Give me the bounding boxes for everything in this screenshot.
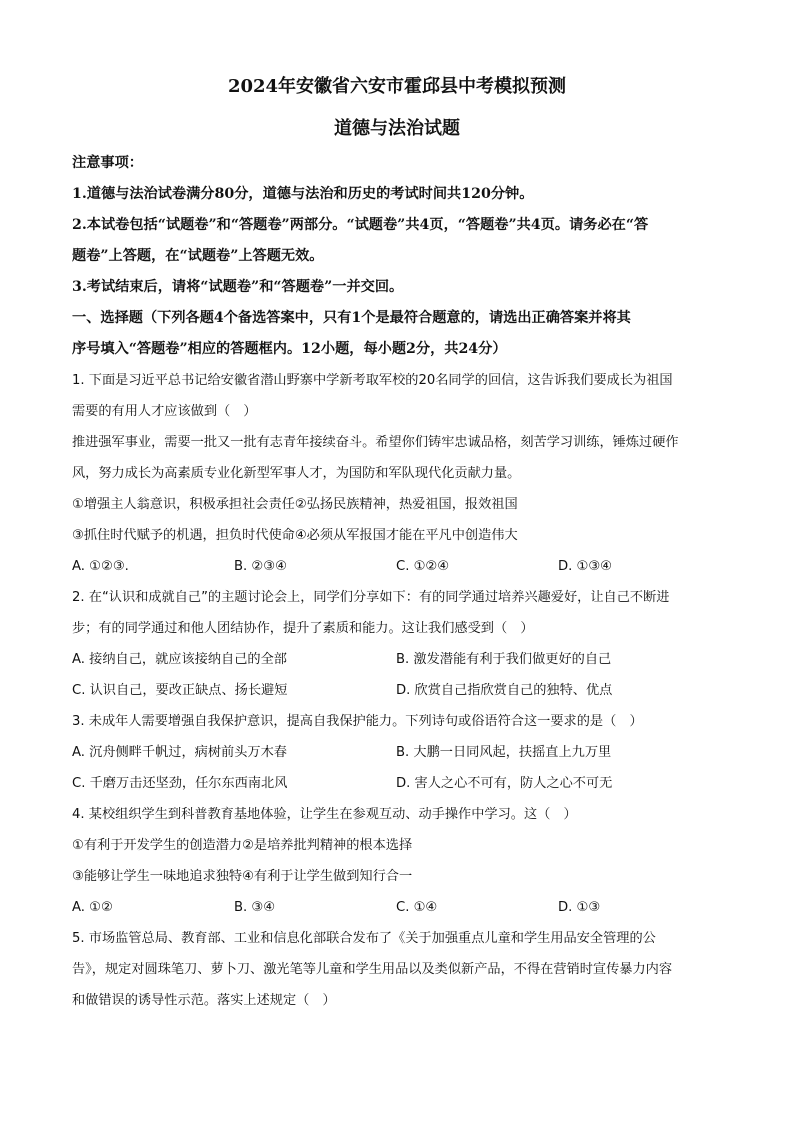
q3-options-row-1 bbox=[72, 737, 720, 768]
note-2-line-2: 题卷”上答题，在“试题卷”上答题无效。 bbox=[72, 248, 324, 264]
q5-stem-line-1: 5. 市场监管总局、教育部、工业和信息化部联合发布了《关于加强重点儿童和学生用品安全管理的公 bbox=[72, 931, 656, 946]
q4-option-b: B. ③④ bbox=[234, 900, 276, 915]
q2-stem-line-1: 2. 在“认识和成就自己”的主题讨论会上，同学们分享如下：有的同学通过培养兴趣爱好，让自己不断进 bbox=[72, 590, 670, 605]
section-heading-line-1: 一、选择题（下列各题4个备选答案中，只有1个是最符合题意的，请选出正确答案并将其 bbox=[72, 310, 631, 326]
q5-stem-line-2: 告》，规定对圆珠笔刀、萝卜刀、激光笔等儿童和学生用品以及类似新产品，不得在营销时宣传暴力内容 bbox=[72, 962, 673, 977]
q4-stem: 4. 某校组织学生到科普教育基地体验，让学生在参观互动、动手操作中学习。这（ ） bbox=[72, 807, 577, 822]
q4-option-c: C. ①④ bbox=[396, 900, 438, 915]
q5-stem-line-3: 和做错误的诱导性示范。落实上述规定（ ） bbox=[72, 993, 336, 1008]
q4-statement-2: ③能够让学生一味地追求独特④有利于让学生做到知行合一 bbox=[72, 869, 413, 884]
section-heading-line-2: 序号填入“答题卷”相应的答题框内。12小题，每小题2分，共24分） bbox=[72, 341, 507, 357]
q4-option-d: D. ①③ bbox=[558, 900, 601, 915]
q3-option-b: B. 大鹏一日同风起，扶摇直上九万里 bbox=[396, 745, 612, 760]
note-1: 1.道德与法治试卷满分80分，道德与法治和历史的考试时间共120分钟。 bbox=[72, 186, 534, 202]
q2-option-c: C. 认识自己，要改正缺点、扬长避短 bbox=[72, 683, 288, 698]
notes-heading: 注意事项： bbox=[72, 155, 143, 171]
exam-subtitle: 道德与法治试题 bbox=[334, 118, 460, 139]
note-3: 3.考试结束后，请将“试题卷”和“答题卷”一并交回。 bbox=[72, 279, 404, 295]
q1-statement-2: ③抓住时代赋予的机遇，担负时代使命④必须从军报国才能在平凡中创造伟大 bbox=[72, 528, 518, 543]
q3-options-row-2 bbox=[72, 768, 720, 799]
q4-statement-1: ①有利于开发学生的创造潜力②是培养批判精神的根本选择 bbox=[72, 838, 413, 853]
q1-options bbox=[72, 551, 720, 582]
exam-title: 2024年安徽省六安市霍邱县中考模拟预测 bbox=[227, 76, 567, 97]
q3-option-d: D. 害人之心不可有，防人之心不可无 bbox=[396, 776, 613, 791]
q3-option-a: A. 沉舟侧畔千帆过，病树前头万木春 bbox=[72, 745, 287, 760]
q1-quote-line-1: 推进强军事业，需要一批又一批有志青年接续奋斗。希望你们铸牢忠诚品格，刻苦学习训练，锤炼过硬作 bbox=[72, 435, 679, 450]
note-2-line-1: 2.本试卷包括“试题卷”和“答题卷”两部分。“试题卷”共4页，“答题卷”共4页。请务必在“答 bbox=[72, 217, 649, 233]
q2-stem-line-2: 步；有的同学通过和他人团结协作，提升了素质和能力。这让我们感受到（ ） bbox=[72, 621, 534, 636]
q2-option-a: A. 接纳自己，就应该接纳自己的全部 bbox=[72, 652, 287, 667]
q1-option-b: B. ②③④ bbox=[234, 559, 287, 574]
q3-option-c: C. 千磨万击还坚劲，任尔东西南北风 bbox=[72, 776, 288, 791]
q1-statement-1: ①增强主人翁意识，积极承担社会责任②弘扬民族精神，热爱祖国，报效祖国 bbox=[72, 497, 518, 512]
q4-options bbox=[72, 892, 720, 923]
q1-option-c: C. ①②④ bbox=[396, 559, 450, 574]
q2-options-row-1 bbox=[72, 644, 720, 675]
q3-stem: 3. 未成年人需要增强自我保护意识，提高自我保护能力。下列诗句或俗语符合这一要求的是（ ） bbox=[72, 714, 643, 729]
q1-stem-line-2: 需要的有用人才应该做到（ ） bbox=[72, 404, 257, 419]
q2-options-row-2 bbox=[72, 675, 720, 706]
q1-option-d: D. ①③④ bbox=[558, 559, 613, 574]
exam-body bbox=[72, 148, 720, 1016]
q2-option-d: D. 欣赏自己指欣赏自己的独特、优点 bbox=[396, 683, 613, 698]
q1-quote-line-2: 风，努力成长为高素质专业化新型军事人才，为国防和军队现代化贡献力量。 bbox=[72, 466, 521, 481]
q1-option-a: A. ①②③. bbox=[72, 559, 129, 574]
q1-stem-line-1: 1. 下面是习近平总书记给安徽省潜山野寨中学新考取军校的20名同学的回信，这告诉我们要成长为祖国 bbox=[72, 373, 673, 388]
q4-option-a: A. ①② bbox=[72, 900, 113, 915]
q2-option-b: B. 激发潜能有利于我们做更好的自己 bbox=[396, 652, 612, 667]
